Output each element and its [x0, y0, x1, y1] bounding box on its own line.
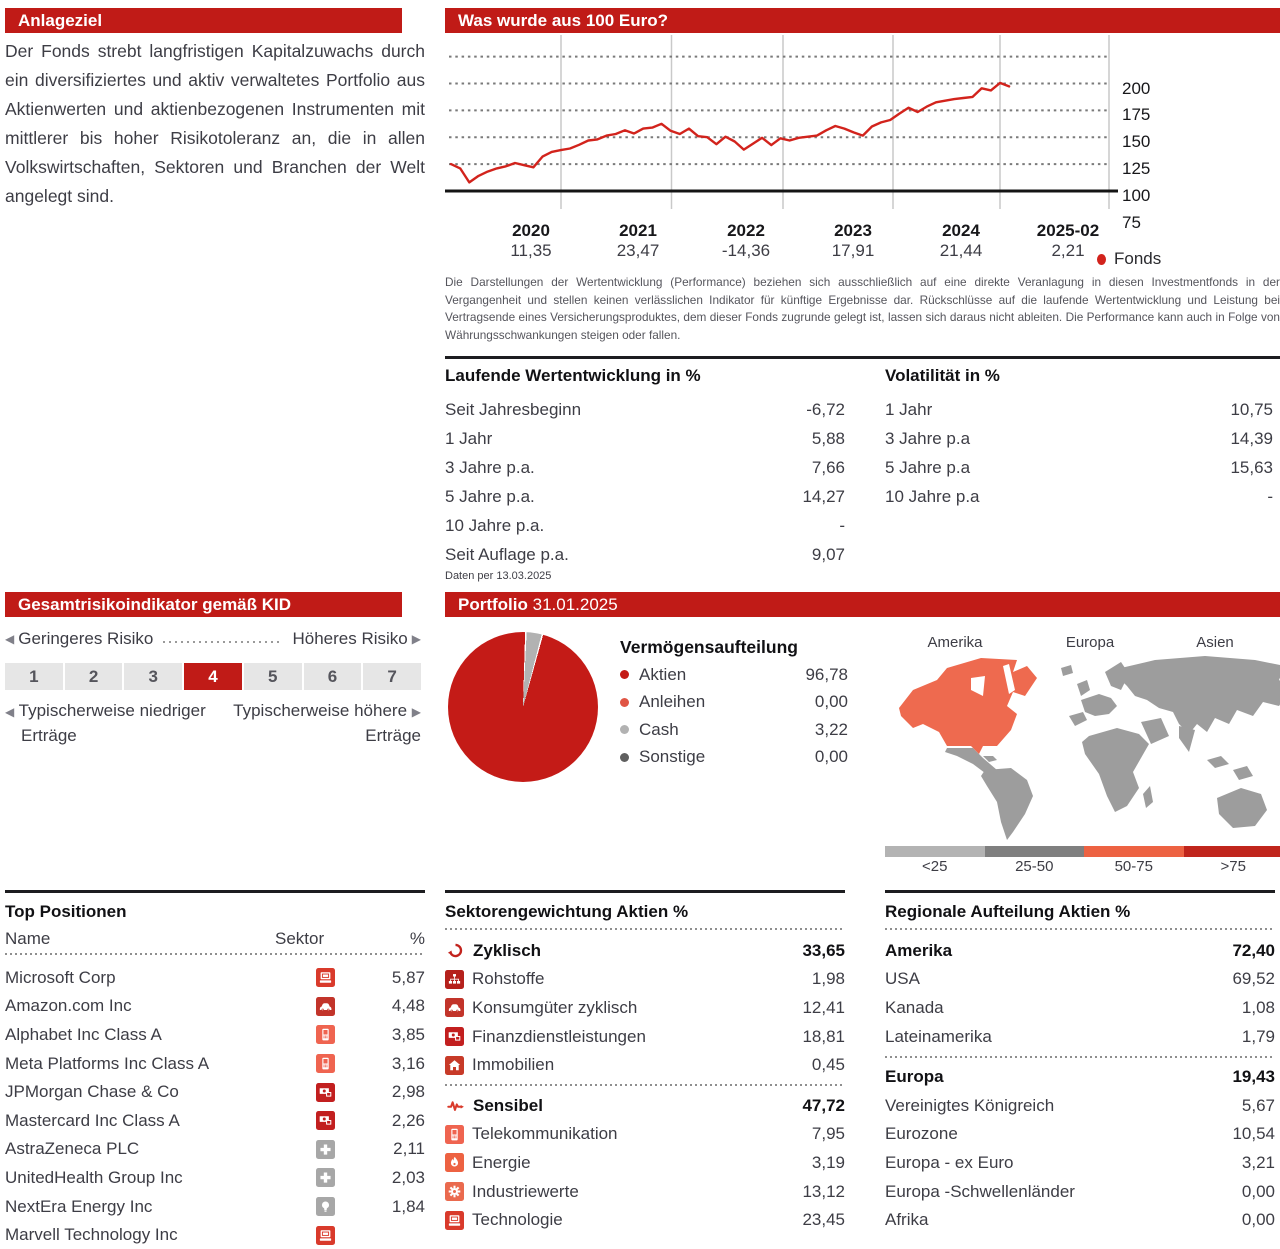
sector-row: [445, 1149, 845, 1178]
allocation-item: [620, 689, 848, 717]
sector-row: [445, 1177, 845, 1206]
flame-icon: [445, 1153, 464, 1172]
gear-icon: [445, 1182, 464, 1201]
stat-label: 10 Jahre p.a.: [445, 511, 544, 540]
data-as-of-note: Daten per 13.03.2025: [445, 570, 845, 582]
stat-row: [885, 482, 1273, 511]
sector-group-label: Sensibel: [473, 1096, 543, 1116]
dotted-leader: [163, 633, 282, 645]
sector-label: Energie: [472, 1153, 531, 1173]
allocation-title: Vermögensaufteilung: [620, 633, 848, 661]
period-return: -14,36: [722, 241, 770, 261]
region-group-row: [885, 1063, 1275, 1092]
sector-label: Finanzdienstleistungen: [472, 1027, 646, 1047]
stat-value: 14,27: [802, 482, 845, 511]
risk-level-4-selected: 4: [184, 663, 242, 690]
map-legend-label: 25-50: [985, 858, 1085, 875]
map-continent-label: Europa: [1066, 634, 1114, 651]
dotted-rule: [5, 953, 425, 955]
position-weight: 3,16: [392, 1054, 425, 1074]
region-row: [885, 1022, 1275, 1051]
dotted-rule: [445, 1084, 845, 1086]
legend-dot-icon: [620, 698, 629, 707]
risk-level-2: 2: [65, 663, 123, 690]
sector-value: 0,45: [812, 1055, 845, 1075]
arrow-right-icon: ▶: [412, 632, 421, 646]
sector-label: Technologie: [472, 1210, 563, 1230]
position-weight: 2,26: [392, 1111, 425, 1131]
map-legend-label: <25: [885, 858, 985, 875]
region-row: [885, 1149, 1275, 1178]
house-icon: [445, 1056, 464, 1075]
position-weight: 2,98: [392, 1082, 425, 1102]
higher-returns-caption: Typischerweise höhere ▶ Erträge: [233, 699, 421, 748]
fonds-dot-icon: [1097, 254, 1106, 265]
sector-label: Industriewerte: [472, 1182, 579, 1202]
map-continent-label: Asien: [1196, 634, 1234, 651]
position-name: UnitedHealth Group Inc: [5, 1168, 425, 1188]
y-tick-label: 175: [1122, 105, 1172, 125]
map-legend-segment: [1184, 846, 1280, 857]
computer-icon: [445, 1211, 464, 1230]
period-return: 23,47: [617, 241, 660, 261]
phone-icon: [316, 1025, 335, 1044]
stat-value: 9,07: [812, 540, 845, 569]
sector-value: 13,12: [802, 1182, 845, 1202]
sector-row: [445, 1022, 845, 1051]
y-tick-label: 150: [1122, 132, 1172, 152]
region-label: Afrika: [885, 1210, 1275, 1230]
allocation-value: 0,00: [815, 692, 848, 712]
position-name: Marvell Technology Inc: [5, 1225, 425, 1245]
sector-value: 23,45: [802, 1210, 845, 1230]
map-legend-segment: [885, 846, 985, 857]
map-region-iberia: [1069, 712, 1087, 726]
stat-label: 1 Jahr: [885, 395, 932, 424]
position-name: Microsoft Corp: [5, 968, 425, 988]
period-label: 2020: [510, 221, 551, 241]
cycle-icon: [445, 941, 465, 961]
map-region-australia: [1217, 788, 1267, 828]
computer-icon: [316, 968, 335, 987]
region-group-label: Europa: [885, 1067, 1275, 1087]
orgchart-icon: [445, 970, 464, 989]
stat-row: [445, 395, 845, 424]
sector-value: 18,81: [802, 1027, 845, 1047]
map-legend-bar: [885, 846, 1280, 857]
x-axis-period: [617, 221, 660, 261]
position-row: [5, 964, 425, 993]
position-name: AstraZeneca PLC: [5, 1139, 425, 1159]
risk-scale: [5, 663, 421, 690]
region-value: 3,21: [1242, 1153, 1275, 1173]
period-return: 21,44: [940, 241, 983, 261]
stat-value: -: [1267, 482, 1273, 511]
map-legend-segment: [1084, 846, 1184, 857]
region-group-value: 72,40: [1232, 941, 1275, 961]
legend-dot-icon: [620, 753, 629, 762]
y-tick-label: 200: [1122, 79, 1172, 99]
stat-label: 1 Jahr: [445, 424, 492, 453]
dotted-rule: [885, 928, 1275, 930]
region-label: Kanada: [885, 998, 1275, 1018]
stat-value: 10,75: [1230, 395, 1273, 424]
x-axis-period: [832, 221, 875, 261]
section-header-risk: [5, 592, 402, 617]
y-tick-label: 100: [1122, 186, 1172, 206]
allocation-label: Aktien: [639, 665, 805, 685]
pulse-icon: [445, 1096, 465, 1116]
sector-group-value: 47,72: [802, 1096, 845, 1116]
section-header-chart: [445, 8, 1280, 33]
sector-row: [445, 1120, 845, 1149]
map-region-iceland: [1061, 665, 1073, 676]
stat-value: -6,72: [806, 395, 845, 424]
sector-label: Konsumgüter zyklisch: [472, 998, 637, 1018]
map-region-madagascar: [1143, 786, 1153, 808]
risk-level-5: 5: [244, 663, 302, 690]
arrow-left-icon: ◀: [5, 632, 14, 646]
allocation-label: Cash: [639, 720, 815, 740]
region-value: 0,00: [1242, 1182, 1275, 1202]
sector-value: 3,19: [812, 1153, 845, 1173]
sector-value: 1,98: [812, 969, 845, 989]
risk-level-1: 1: [5, 663, 63, 690]
region-value: 1,08: [1242, 998, 1275, 1018]
region-value: 1,79: [1242, 1027, 1275, 1047]
stat-label: Seit Jahresbeginn: [445, 395, 581, 424]
sector-label: Immobilien: [472, 1055, 554, 1075]
region-group-label: Amerika: [885, 941, 1275, 961]
map-legend-labels: [885, 858, 1280, 875]
x-axis-period: [722, 221, 770, 261]
period-label: 2021: [617, 221, 660, 241]
risk-title: Gesamtrisikoindikator gemäß KID: [18, 595, 291, 614]
period-label: 2024: [940, 221, 983, 241]
sector-group-label: Zyklisch: [473, 941, 541, 961]
sector-row: [445, 1051, 845, 1080]
bulb-icon: [316, 1197, 335, 1216]
map-region-south-america: [981, 768, 1033, 840]
position-weight: 5,87: [392, 968, 425, 988]
y-tick-label: 75: [1122, 213, 1172, 233]
risk-level-7: 7: [363, 663, 421, 690]
sector-weights-table: [445, 890, 845, 1234]
position-row: [5, 1021, 425, 1050]
world-map-icon: [885, 652, 1280, 844]
volatility-table-title: Volatilität in %: [885, 366, 1273, 386]
x-axis-period: [1037, 221, 1099, 261]
region-label: Europa -Schwellenländer: [885, 1182, 1275, 1202]
x-axis-period: [510, 221, 551, 261]
allocation-item: [620, 716, 848, 744]
stat-label: 5 Jahre p.a: [885, 453, 970, 482]
region-value: 69,52: [1232, 969, 1275, 989]
region-row: [885, 994, 1275, 1023]
regional-split-table: [885, 890, 1275, 1234]
stat-value: 14,39: [1230, 424, 1273, 453]
arrow-right-icon: ▶: [412, 705, 421, 719]
money-icon: [316, 1111, 335, 1130]
stat-row: [445, 453, 845, 482]
sector-group-row: [445, 937, 845, 966]
position-row: [5, 1221, 425, 1249]
col-name: Name: [5, 926, 275, 951]
position-row: [5, 1049, 425, 1078]
position-row: [5, 1106, 425, 1135]
portfolio-date: 31.01.2025: [533, 595, 618, 614]
stat-label: 3 Jahre p.a.: [445, 453, 535, 482]
dotted-rule: [885, 1056, 1275, 1058]
position-name: Mastercard Inc Class A: [5, 1111, 425, 1131]
position-name: Meta Platforms Inc Class A: [5, 1054, 425, 1074]
position-name: NextEra Energy Inc: [5, 1197, 425, 1217]
stat-value: 7,66: [812, 453, 845, 482]
map-region-africa: [1082, 728, 1149, 812]
stat-label: Seit Auflage p.a.: [445, 540, 569, 569]
period-label: 2023: [832, 221, 875, 241]
sector-label: Rohstoffe: [472, 969, 544, 989]
asset-allocation-pie-chart: [448, 632, 598, 782]
stat-row: [445, 424, 845, 453]
map-region-europe: [1081, 694, 1117, 716]
money-icon: [445, 1027, 464, 1046]
map-region-sea-1: [1207, 756, 1229, 768]
period-label: 2025-02: [1037, 221, 1099, 241]
col-sector: Sektor: [275, 926, 395, 951]
divider-rule: [5, 890, 425, 893]
position-row: [5, 992, 425, 1021]
money-icon: [316, 1083, 335, 1102]
regional-exposure-map: [885, 630, 1280, 885]
sector-group-row: [445, 1091, 845, 1120]
region-value: 5,67: [1242, 1096, 1275, 1116]
anlageziel-body: Der Fonds strebt langfristigen Kapitalzuwachs durch ein diversifiziertes und aktiv verwaltetes Portfolio aus Aktienwerten und aktienbezogenen Instrumenten mit mittlerer bis hoher Risikotoleranz an, die in allen Volkswirtschaften, Sektoren und Branchen der Welt angelegt sind.: [5, 37, 425, 211]
map-region-uk: [1077, 680, 1090, 696]
region-row: [885, 965, 1275, 994]
risk-scale-caption-top: [5, 629, 421, 649]
allocation-value: 0,00: [815, 747, 848, 767]
map-region-sea-2: [1233, 766, 1253, 780]
map-region-arabia: [1141, 718, 1169, 744]
x-axis-period: [940, 221, 983, 261]
region-label: Lateinamerika: [885, 1027, 1275, 1047]
position-row: [5, 1135, 425, 1164]
period-return: 2,21: [1037, 241, 1099, 261]
allocation-value: 3,22: [815, 720, 848, 740]
sector-value: 7,95: [812, 1124, 845, 1144]
performance-table: [445, 366, 845, 582]
top-positions-title: Top Positionen: [5, 898, 425, 926]
map-region-north-america: [899, 658, 1037, 754]
period-return: 11,35: [510, 241, 551, 261]
sector-row: [445, 994, 845, 1023]
anlageziel-title: Anlageziel: [18, 11, 102, 30]
phone-icon: [445, 1125, 464, 1144]
top-positions-header: [5, 926, 425, 951]
section-header-portfolio: [445, 592, 1280, 617]
map-legend-segment: [985, 846, 1085, 857]
divider-rule: [445, 890, 845, 893]
region-row: [885, 1120, 1275, 1149]
allocation-value: 96,78: [805, 665, 848, 685]
period-return: 17,91: [832, 241, 875, 261]
sector-weights-title: Sektorengewichtung Aktien %: [445, 898, 845, 926]
map-region-india: [1179, 726, 1195, 752]
dotted-rule: [445, 928, 845, 930]
region-label: Vereinigtes Königreich: [885, 1096, 1275, 1116]
portfolio-title: Portfolio: [458, 595, 528, 614]
divider-rule: [445, 356, 1280, 359]
region-value: 0,00: [1242, 1210, 1275, 1230]
region-group-row: [885, 937, 1275, 966]
car-icon: [445, 998, 464, 1017]
position-weight: 4,48: [392, 996, 425, 1016]
sector-group-value: 33,65: [802, 941, 845, 961]
region-row: [885, 1177, 1275, 1206]
col-pct: %: [395, 926, 425, 951]
section-header-anlageziel: [5, 8, 402, 33]
stat-label: 5 Jahre p.a.: [445, 482, 535, 511]
stat-row: [885, 424, 1273, 453]
fonds-legend-label: Fonds: [1114, 249, 1161, 269]
chart-legend: [1097, 249, 1161, 269]
stat-row: [885, 395, 1273, 424]
map-legend-label: 50-75: [1084, 858, 1184, 875]
risk-scale-caption-bottom: [5, 699, 421, 748]
region-row: [885, 1206, 1275, 1235]
phone-icon: [316, 1054, 335, 1073]
chart-title: Was wurde aus 100 Euro?: [458, 11, 668, 30]
allocation-item: [620, 744, 848, 772]
performance-disclaimer: Die Darstellungen der Wertentwicklung (Performance) beziehen sich ausschließlich auf eine direkte Veranlagung in diesen Investmentfonds in der Vergangenheit und stellen keinen verlässlichen Indikator für künftige Ergebnisse dar. Rückschlüsse auf die laufende Wertentwicklung und Leistung bei Vertragsende eines Versicherungsproduktes, dem dieser Fonds zugrunde gelegt ist, lassen sich daraus nicht ableiten. Die Performance kann auch in Folge von Währungsschwankungen steigen oder fallen.: [445, 274, 1280, 344]
sector-row: [445, 1206, 845, 1235]
stat-row: [445, 511, 845, 540]
position-weight: 3,85: [392, 1025, 425, 1045]
region-label: Eurozone: [885, 1124, 1275, 1144]
map-continent-label: Amerika: [927, 634, 982, 651]
legend-dot-icon: [620, 670, 629, 679]
position-name: Alphabet Inc Class A: [5, 1025, 425, 1045]
position-row: [5, 1078, 425, 1107]
stat-row: [445, 482, 845, 511]
stat-label: 10 Jahre p.a: [885, 482, 980, 511]
position-weight: 1,84: [392, 1197, 425, 1217]
lower-returns-caption: ◀ Typischerweise niedriger Erträge: [5, 699, 206, 748]
y-tick-label: 125: [1122, 159, 1172, 179]
region-group-value: 19,43: [1232, 1067, 1275, 1087]
car-icon: [316, 997, 335, 1016]
computer-icon: [316, 1226, 335, 1245]
sector-label: Telekommunikation: [472, 1124, 618, 1144]
arrow-left-icon: ◀: [5, 705, 14, 719]
position-name: Amazon.com Inc: [5, 996, 425, 1016]
stat-label: 3 Jahre p.a: [885, 424, 970, 453]
period-label: 2022: [722, 221, 770, 241]
health-icon: [316, 1168, 335, 1187]
stat-value: 15,63: [1230, 453, 1273, 482]
allocation-item: [620, 661, 848, 689]
legend-dot-icon: [620, 725, 629, 734]
allocation-label: Sonstige: [639, 747, 815, 767]
allocation-label: Anleihen: [639, 692, 815, 712]
divider-rule: [885, 890, 1275, 893]
region-label: Europa - ex Euro: [885, 1153, 1275, 1173]
position-weight: 2,03: [392, 1168, 425, 1188]
stat-value: 5,88: [812, 424, 845, 453]
higher-risk-label: Höheres Risiko: [293, 629, 408, 649]
performance-table-title: Laufende Wertentwicklung in %: [445, 366, 845, 386]
position-row: [5, 1164, 425, 1193]
stat-value: -: [839, 511, 845, 540]
sector-value: 12,41: [802, 998, 845, 1018]
asset-allocation-legend: [620, 633, 848, 771]
map-legend-label: >75: [1184, 858, 1280, 875]
regional-split-title: Regionale Aufteilung Aktien %: [885, 898, 1275, 926]
position-weight: 2,11: [393, 1139, 425, 1159]
sector-row: [445, 965, 845, 994]
position-name: JPMorgan Chase & Co: [5, 1082, 425, 1102]
lower-risk-label: Geringeres Risiko: [18, 629, 153, 649]
region-label: USA: [885, 969, 1275, 989]
region-value: 10,54: [1232, 1124, 1275, 1144]
region-row: [885, 1091, 1275, 1120]
volatility-table: [885, 366, 1273, 511]
stat-row: [445, 540, 845, 569]
risk-level-3: 3: [124, 663, 182, 690]
health-icon: [316, 1140, 335, 1159]
stat-row: [885, 453, 1273, 482]
performance-chart: [445, 33, 1280, 268]
risk-level-6: 6: [304, 663, 362, 690]
top-positions-table: [5, 890, 425, 1249]
